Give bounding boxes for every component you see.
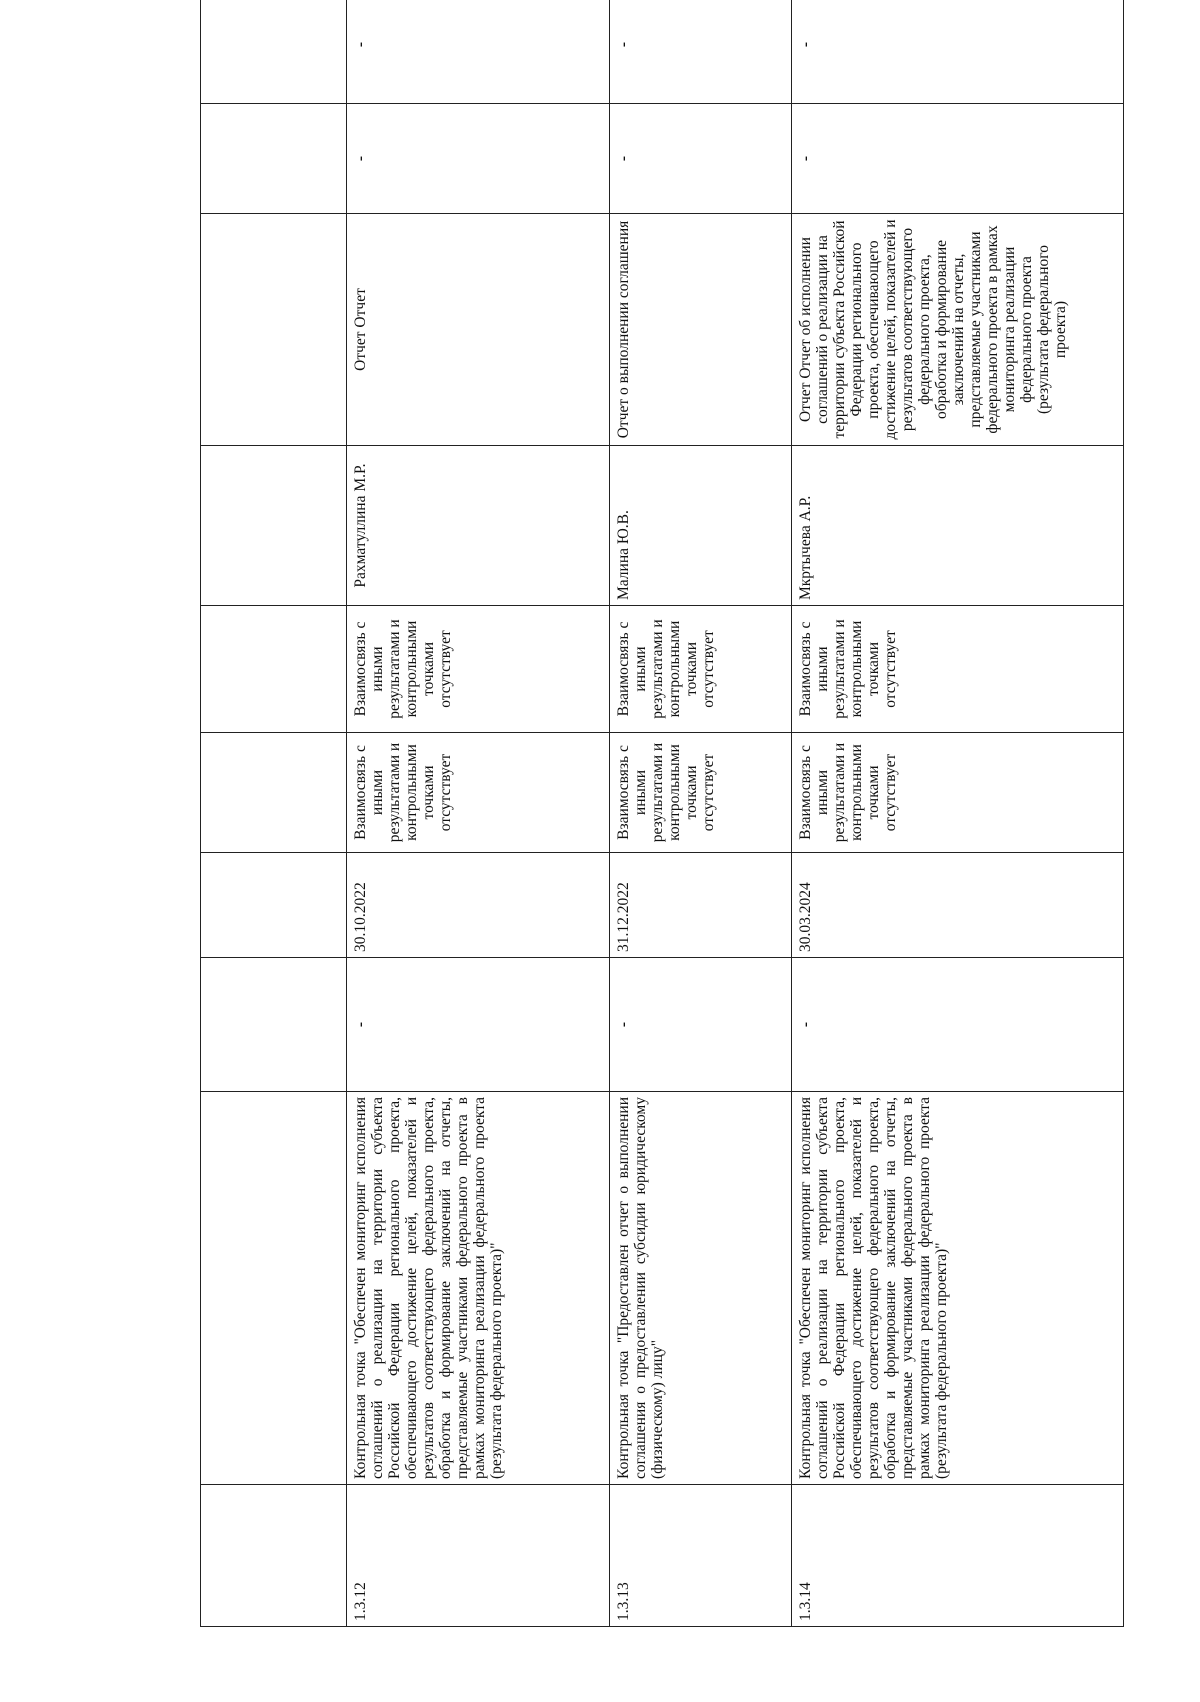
responsible-person: Малина Ю.В. bbox=[610, 446, 792, 606]
row-number: 1.3.13 bbox=[610, 1485, 792, 1627]
responsible-person: Мкртычева А.Р. bbox=[792, 446, 1124, 606]
header-cell bbox=[201, 1092, 347, 1485]
responsible-person: Рахматуллина М.Р. bbox=[347, 446, 610, 606]
report-type: Отчет Отчет bbox=[347, 214, 610, 446]
empty-value: - bbox=[347, 0, 610, 104]
header-cell bbox=[201, 853, 347, 958]
header-cell bbox=[201, 733, 347, 853]
report-type: Отчет о выполнении соглашения bbox=[610, 214, 792, 446]
control-points-table bbox=[200, 0, 1124, 1627]
empty-value: - bbox=[792, 0, 1124, 104]
relation-previous: Взаимосвязь с иными результатами и контрольными точками отсутствует bbox=[347, 733, 610, 853]
table-row bbox=[792, 0, 1124, 1627]
header-cell bbox=[201, 0, 347, 104]
header-cell bbox=[201, 958, 347, 1092]
header-cell bbox=[201, 606, 347, 733]
empty-value: - bbox=[347, 104, 610, 214]
empty-value: - bbox=[792, 958, 1124, 1092]
report-type: Отчет Отчет об исполнении соглашений о реализации на территории субъекта Российской Федерации регионального проекта, обеспечивающего достижение целей, показателей и результатов соответствующего федерального проекта, обработка и формирование заключений на отчеты, представляемые участниками федерального проекта в рамках мониторинга реализации федерального проекта (результата федерального проекта) bbox=[792, 214, 1124, 446]
table-header-row bbox=[201, 0, 347, 1627]
table-row bbox=[347, 0, 610, 1627]
relation-previous: Взаимосвязь с иными результатами и контрольными точками отсутствует bbox=[792, 733, 1124, 853]
row-number: 1.3.14 bbox=[792, 1485, 1124, 1627]
deadline-date: 30.03.2024 bbox=[792, 853, 1124, 958]
empty-value: - bbox=[347, 958, 610, 1092]
table-row bbox=[610, 0, 792, 1627]
deadline-date: 30.10.2022 bbox=[347, 853, 610, 958]
row-number: 1.3.12 bbox=[347, 1485, 610, 1627]
empty-value: - bbox=[610, 958, 792, 1092]
relation-next: Взаимосвязь с иными результатами и контрольными точками отсутствует bbox=[792, 606, 1124, 733]
empty-value: - bbox=[792, 104, 1124, 214]
deadline-date: 31.12.2022 bbox=[610, 853, 792, 958]
empty-value: - bbox=[610, 0, 792, 104]
relation-next: Взаимосвязь с иными результатами и контрольными точками отсутствует bbox=[610, 606, 792, 733]
rotated-table-wrapper bbox=[200, 41, 1123, 1627]
empty-value: - bbox=[610, 104, 792, 214]
header-cell bbox=[201, 1485, 347, 1627]
control-point-title: Контрольная точка "Обеспечен мониторинг исполнения соглашений о реализации на территории субъекта Российской Федерации регионального проекта, обеспечивающего достижение целей, показателей и результатов соответствующего федерального проекта, обработка и формирование заключений на отчеты, представляемые участниками федерального проекта в рамках мониторинга реализации федерального проекта (результата федерального проекта)" bbox=[347, 1092, 610, 1485]
header-cell bbox=[201, 446, 347, 606]
header-cell bbox=[201, 214, 347, 446]
control-point-title: Контрольная точка "Предоставлен отчет о выполнении соглашения о предоставлении субсидии юридическому (физическому) лицу" bbox=[610, 1092, 792, 1485]
control-point-title: Контрольная точка "Обеспечен мониторинг исполнения соглашений о реализации на территории субъекта Российской Федерации регионального проекта, обеспечивающего достижение целей, показателей и результатов соответствующего федерального проекта, обработка и формирование заключений на отчеты, представляемые участниками федерального проекта в рамках мониторинга реализации федерального проекта (результата федерального проекта)" bbox=[792, 1092, 1124, 1485]
header-cell bbox=[201, 104, 347, 214]
relation-next: Взаимосвязь с иными результатами и контрольными точками отсутствует bbox=[347, 606, 610, 733]
relation-previous: Взаимосвязь с иными результатами и контрольными точками отсутствует bbox=[610, 733, 792, 853]
